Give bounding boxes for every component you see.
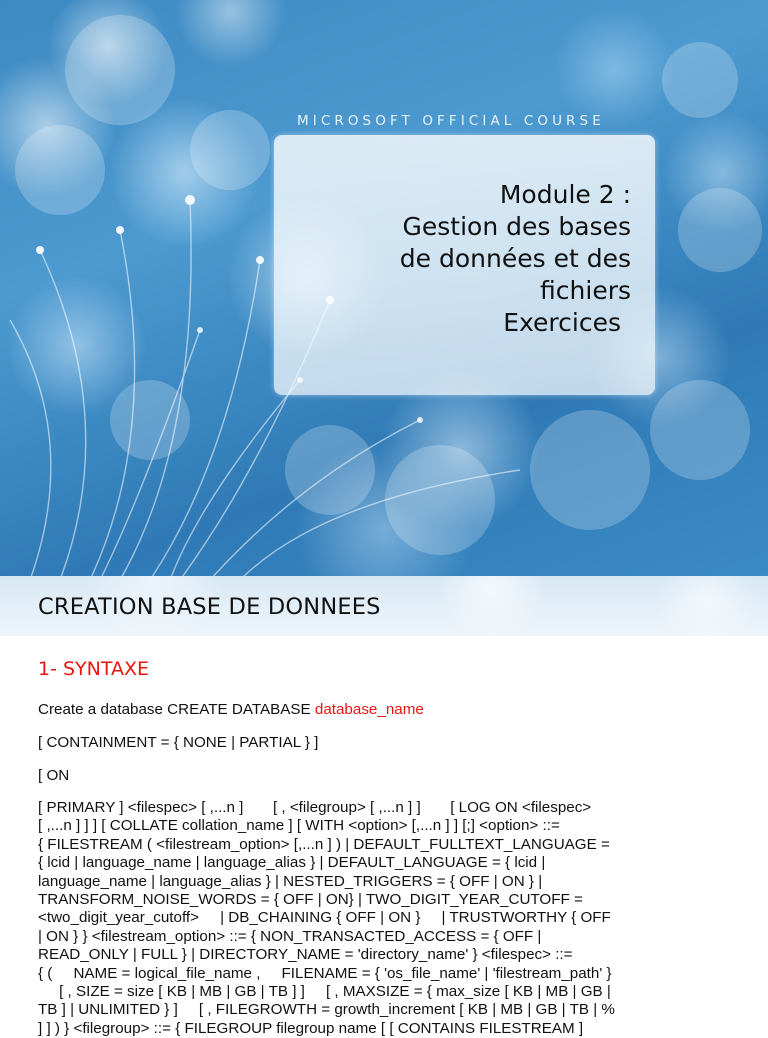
syntax-block [38, 799, 728, 1038]
syntax-line: { ( NAME = logical_file_name , FILENAME = { 'os_file_name' | 'filestream_path' } [38, 964, 612, 982]
title-line-3: de données et des [399, 244, 631, 273]
syntax-line: { FILESTREAM ( <filestream_option> [,...n ] ) | DEFAULT_FULLTEXT_LANGUAGE = [38, 835, 610, 853]
title-line-5: Exercices [503, 308, 621, 337]
intro-paragraph [38, 700, 728, 719]
title-line-2: Gestion des bases [402, 212, 631, 241]
title-box [274, 135, 655, 395]
section-header [0, 576, 768, 636]
database-name-placeholder: database_name [314, 701, 424, 718]
syntax-line: | ON } } <filestream_option> ::= { NON_TRANSACTED_ACCESS = { OFF | [38, 927, 542, 945]
intro-text: Create a database CREATE DATABASE [38, 701, 315, 718]
on-line: [ ON [38, 767, 70, 784]
course-label: MICROSOFT OFFICIAL COURSE [297, 113, 605, 129]
module-title [301, 179, 631, 339]
title-line-4: fichiers [540, 276, 631, 305]
section-title: CREATION BASE DE DONNEES [38, 594, 381, 620]
syntax-line: [ PRIMARY ] <filespec> [ ,...n ] [ , <filegroup> [ ,...n ] ] [ LOG ON <filespec> [38, 799, 592, 816]
document-body [38, 652, 728, 1038]
containment-line: [ CONTAINMENT = { NONE | PARTIAL } ] [38, 734, 319, 751]
syntax-line: language_name | language_alias } | NESTED_TRIGGERS = { OFF | ON } | [38, 872, 543, 890]
syntax-line: TRANSFORM_NOISE_WORDS = { OFF | ON} | TWO_DIGIT_YEAR_CUTOFF = [38, 891, 583, 909]
title-line-1: Module 2 : [499, 180, 631, 209]
syntax-line: [ , SIZE = size [ KB | MB | GB | TB ] ] [ , MAXSIZE = { max_size [ KB | MB | GB | [38, 983, 611, 1001]
syntax-line: { lcid | language_name | language_alias } | DEFAULT_LANGUAGE = { lcid | [38, 854, 546, 872]
syntax-heading: 1- SYNTAXE [38, 658, 150, 680]
syntax-line: ] ] ) } <filegroup> ::= { FILEGROUP filegroup name [ [ CONTAINS FILESTREAM ] [38, 1019, 584, 1037]
syntax-line: [ ,...n ] ] ] [ COLLATE collation_name ] [ WITH <option> [,...n ] ] [;] <option> ::= [38, 817, 560, 835]
syntax-line: <two_digit_year_cutoff> | DB_CHAINING { OFF | ON } | TRUSTWORTHY { OFF [38, 909, 611, 927]
syntax-line: TB ] | UNLIMITED } ] [ , FILEGROWTH = growth_increment [ KB | MB | GB | TB | % [38, 1001, 615, 1019]
syntax-line: READ_ONLY | FULL } | DIRECTORY_NAME = 'directory_name' } <filespec> ::= [38, 946, 573, 964]
